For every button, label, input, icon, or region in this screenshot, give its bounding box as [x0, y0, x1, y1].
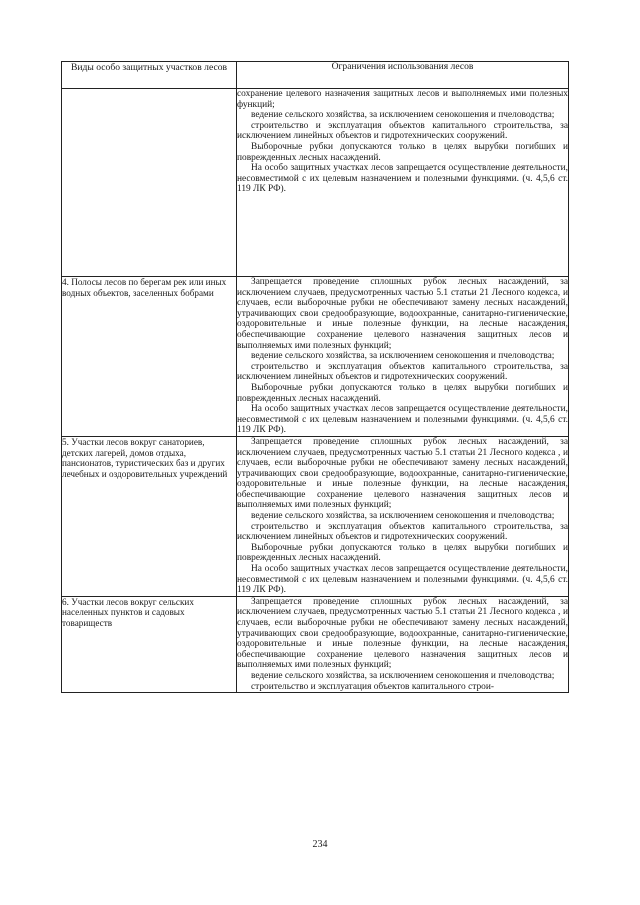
table-header-row	[62, 62, 569, 89]
table-row	[62, 277, 569, 437]
restrictions-table	[61, 61, 569, 693]
restriction-paragraph: строительство и эксплуатация объектов капитального строи-	[251, 681, 494, 692]
restriction-paragraph: На особо защитных участках лесов запрещается осуществление деятельности, несовместимой с их целевым назначением и полезными функциями. (ч. 4,5,6 ст. 119 ЛК РФ).	[237, 163, 568, 195]
restriction-paragraph: Запрещается проведение сплошных рубок лесных насаждений, за исключением случаев, предусмотренных частью 5.1 статьи 21 Лесного кодекса , и случаев, если выборочные рубки не обеспечивают замену лесных насаждений, утрачивающих свои средообразующие, водоохранные, санитарно-гигиенические, оздоровительные и иные полезные функции, на лесные насаждения, обеспечивающие сохранение целевого назначения защитных лесов и выполняемых ими полезных функций;	[237, 436, 568, 511]
page-number: 234	[312, 839, 328, 850]
restriction-paragraph: На особо защитных участках лесов запрещается осуществление деятельности, несовместимой с их целевым назначением и полезными функциями. (ч. 4,5,6 ст. 119 ЛК РФ).	[237, 404, 568, 436]
restriction-cell	[237, 436, 569, 596]
restriction-paragraph: Выборочные рубки допускаются только в целях вырубки погибших и поврежденных лесных насаждений.	[237, 542, 568, 564]
restriction-cell	[237, 277, 569, 437]
table-row	[62, 436, 569, 596]
table-row	[62, 89, 569, 277]
kind-cell: 4. Полосы лесов по берегам рек или иных водных объектов, заселенных бобрами	[62, 277, 237, 437]
header-restrictions: Ограничения использования лесов	[237, 62, 569, 89]
restriction-paragraph: ведение сельского хозяйства, за исключением сенокошения и пчеловодства;	[251, 351, 555, 362]
table-body	[62, 89, 569, 693]
kind-cell: 6. Участки лесов вокруг сельских населенных пунктов и садовых товариществ	[62, 596, 237, 692]
restriction-paragraph: Выборочные рубки допускаются только в целях вырубки погибших и поврежденных лесных насаждений.	[237, 382, 568, 404]
restriction-paragraph: ведение сельского хозяйства, за исключением сенокошения и пчеловодства;	[251, 110, 555, 121]
restriction-paragraph: Выборочные рубки допускаются только в целях вырубки погибших и поврежденных лесных насаждений.	[237, 141, 568, 163]
header-kinds	[62, 62, 237, 89]
restriction-paragraph: Запрещается проведение сплошных рубок лесных насаждений, за исключением случаев, предусмотренных частью 5.1 статьи 21 Лесного кодекса , и случаев, если выборочные рубки не обеспечивают замену лесных насаждений, утрачивающих свои средообразующие, водоохранные, санитарно-гигиенические, оздоровительные и иные полезные функции, на лесные насаждения, обеспечивающие сохранение целевого назначения защитных лесов и выполняемых ими полезных функций;	[237, 596, 568, 671]
header-kinds-text: Виды особо защитных участков лесов	[70, 62, 228, 73]
restriction-cell	[237, 89, 569, 277]
restriction-paragraph: строительство и эксплуатация объектов капитального строительства, за исключением линейных объектов и гидротехнических сооружений.	[237, 120, 568, 142]
restriction-paragraph: Запрещается проведение сплошных рубок лесных насаждений, за исключением случаев, предусмотренных частью 5.1 статьи 21 Лесного кодекса, и случаев, если выборочные рубки не обеспечивают замену лесных насаждений, утрачивающих свои средообразующие, водоохранные, санитарно-гигиенические, оздоровительные и иные полезные функции, на лесные насаждения, обеспечивающие сохранение целевого назначения защитных лесов и выполняемых ими полезных функций;	[237, 277, 568, 351]
restriction-paragraph: строительство и эксплуатация объектов капитального строительства, за исключением линейных объектов и гидротехнических сооружений.	[237, 361, 568, 383]
restriction-paragraph: ведение сельского хозяйства, за исключением сенокошения и пчеловодства;	[251, 670, 555, 681]
table-row	[62, 596, 569, 692]
restriction-paragraph: сохранение целевого назначения защитных лесов и выполняемых ими полезных функций;	[237, 89, 568, 110]
kind-cell: 5. Участки лесов вокруг санаториев, детских лагерей, домов отдыха, пансионатов, туристических баз и других лечебных и оздоровительных учреждений	[62, 436, 237, 596]
restriction-cell	[237, 596, 569, 692]
restriction-paragraph: На особо защитных участках лесов запрещается осуществление деятельности, несовместимой с их целевым назначением и полезными функциями. (ч. 4,5,6 ст. 119 ЛК РФ).	[237, 564, 568, 596]
kind-cell	[62, 89, 237, 277]
restriction-paragraph: строительство и эксплуатация объектов капитального строительства, за исключением линейных объектов и гидротехнических сооружений.	[237, 521, 568, 543]
restriction-paragraph: ведение сельского хозяйства, за исключением сенокошения и пчеловодства;	[251, 511, 555, 522]
